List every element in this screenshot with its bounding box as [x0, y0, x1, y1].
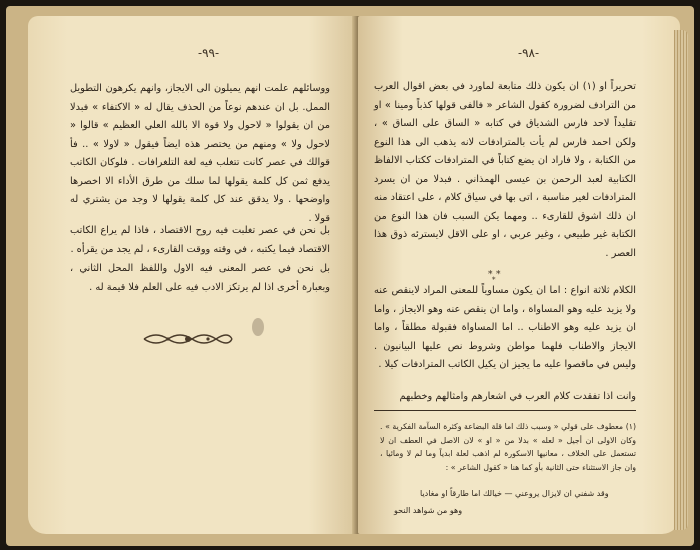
right-paragraph-1: تحريراً او (١) ان يكون ذلك متابعة لماورد في بعض اقوال العرب من الترادف لضرورة كقول الشاعر « فالفى قولها كذباً ومينا » او تقليداً لاحد فارس الشدياق في كتابه « الساق على الساق » ، ولكن احمد فارس لم يأت بالمترادفات لانه يذهب الى هذا النوع من الكتابة ، ولا فاراد ان يضع كتاباً في المترادفات ككتاب الالفاظ الكتابية لعبد الرحمن بن عيسى الهمذاني . فبدلا من ان يسرد المترادفات لغير مناسبة ، اتى بها في سياق كلام ، على اعتقاد منه ان ذلك اشوق للقارىء .. ومهما يكن السبب فان هذا النوع من الكتابة غير طبيعي ، وغير عربي ، او على الاقل لايسترئه ذوق هذا العصر . — [374, 81, 636, 259]
section-separator-stars-icon — [486, 268, 506, 282]
svg-text:*: * — [488, 270, 493, 280]
left-paragraph-2: بل نحن في عصر تغلبت فيه روح الاقتصاد ، فاذا لم يراع الكاتب الاقتصاد فيما يكتبه ، في وقته ووقت القارىء ، لم يجد من يقرأه . — [70, 225, 330, 255]
right-page — [358, 16, 680, 534]
right-paragraph-3: وانت اذا تفقدت كلام العرب في اشعارهم وامثالهم وخطبهم — [399, 391, 636, 402]
ink-smudge-icon — [250, 316, 266, 338]
right-page-number: -٩٨- — [518, 46, 540, 60]
left-paragraph-1: ووسائلهم علمت انهم يميلون الى الايجاز، وانهم يكرهون التطويل الممل. بل ان عندهم نوعاً من الحذف يقال له « الاكتفاء » فبدلا من ان يقولوا « لاحول ولا قوة الا بالله العلي العظيم » قالوا « لاحول ولا » ومنهم من يختصر هذه ايضاً فيقول « لاولا » .. فأ قوالك في عصر كانت تتغلب فيه لغة التلغرافات . فلوكان الكاتب يدفع ثمن كل كلمة يقولها لما سلك من طرق الأداء الا اخصرها واوضحها . ولا يدقق عند كل كلمة يقولها لا وجد من يشتري له قولا . — [70, 83, 330, 224]
svg-text:*: * — [496, 270, 501, 280]
footnote-divider — [374, 410, 636, 411]
left-page — [28, 16, 358, 534]
ornament-icon — [138, 328, 238, 350]
svg-text:*: * — [492, 276, 496, 282]
footnote-verse-source: وهو من شواهد النحو — [394, 506, 463, 515]
right-paragraph-2: الكلام ثلاثة انواع : اما ان يكون مساوياً للمعنى المراد لاينقص عنه ولا يزيد عليه وهو المساواة ، واما ان ينقص عنه وهو الايجاز ، واما ان يزيد عليه وهو الاطناب .. اما المساواة فقبولة مطلقاً ، واما الايجاز والاطناب فلهما مواطن وشروط نص عليها البيانيون . وليس في ماقصوا عليه ما يجيز ان يكيل الكاتب المترادفات كيلا . — [374, 285, 636, 370]
left-paragraph-3: بل نحن في عصر المعنى فيه الاول واللفظ المحل الثاني ، وبعبارة أخرى اذا لم يرتكز الادب فيه على العلم فلا قيمة له . — [70, 263, 330, 293]
footnote-text: (١) معطوف على قولي « وسبب ذلك اما قلة البضاعة وكثرة السآمة الفكرية » . وكان الاولى ان أجيل « لعله » بدلا من « او » لان الاصل في العطف ان لا تستعمل على الخلاف ، معانيها الاسكورة لم اذهب لعلة ابدياً وما لم لا ومائيا ، وان جاز الاستثناء حتى الثانية بأو كما هنا « كقول الشاعر » : — [380, 422, 636, 472]
book-cover-background — [6, 6, 694, 546]
footnote-verse-line: وقد شفني ان لايزال يروعني — خيالك اما طارقاً او مغاديا — [420, 489, 609, 498]
left-page-number: -٩٩- — [198, 46, 220, 60]
page-edges — [674, 30, 688, 530]
